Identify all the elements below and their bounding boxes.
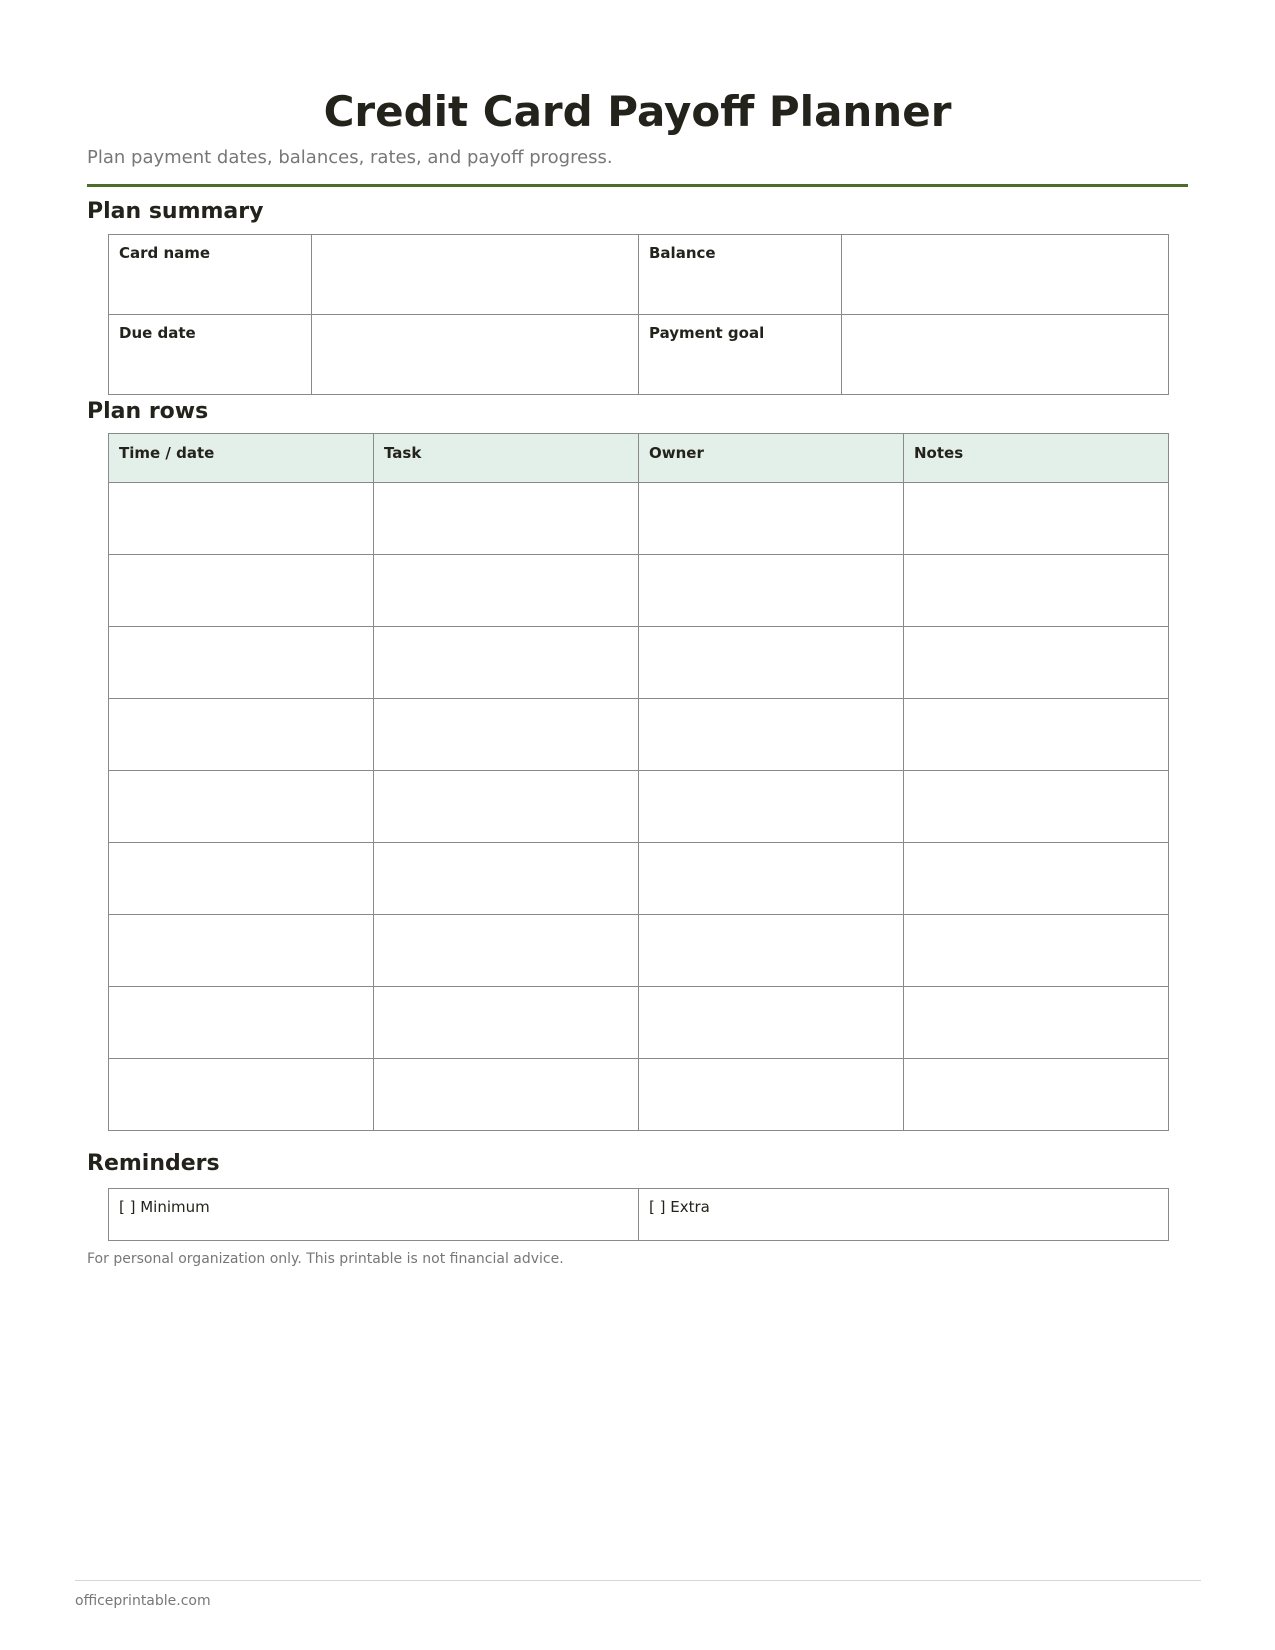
cell-notes[interactable] (904, 843, 1169, 915)
cell-owner[interactable] (639, 1059, 904, 1131)
cell-time-date[interactable] (109, 771, 374, 843)
column-header-owner: Owner (639, 434, 904, 483)
reminders-row (109, 1189, 1169, 1241)
cell-notes[interactable] (904, 483, 1169, 555)
table-row (109, 555, 1169, 627)
plan-summary-table (108, 234, 1169, 395)
cell-task[interactable] (374, 915, 639, 987)
plan-rows-heading: Plan rows (87, 399, 209, 424)
cell-owner[interactable] (639, 627, 904, 699)
cell-time-date[interactable] (109, 483, 374, 555)
reminder-extra[interactable]: [ ] Extra (639, 1189, 1169, 1241)
cell-owner[interactable] (639, 555, 904, 627)
payment-goal-field[interactable] (842, 315, 1169, 395)
cell-notes[interactable] (904, 771, 1169, 843)
cell-notes[interactable] (904, 555, 1169, 627)
page-subtitle: Plan payment dates, balances, rates, and payoff progress. (87, 147, 613, 168)
reminders-table (108, 1188, 1169, 1241)
cell-notes[interactable] (904, 915, 1169, 987)
due-date-label: Due date (109, 315, 312, 395)
column-header-notes: Notes (904, 434, 1169, 483)
cell-notes[interactable] (904, 699, 1169, 771)
plan-summary-heading: Plan summary (87, 199, 264, 224)
plan-rows-body (109, 483, 1169, 1131)
cell-task[interactable] (374, 627, 639, 699)
reminder-minimum[interactable]: [ ] Minimum (109, 1189, 639, 1241)
cell-task[interactable] (374, 483, 639, 555)
cell-task[interactable] (374, 1059, 639, 1131)
cell-task[interactable] (374, 843, 639, 915)
table-row (109, 627, 1169, 699)
cell-owner[interactable] (639, 699, 904, 771)
cell-task[interactable] (374, 699, 639, 771)
disclaimer: For personal organization only. This printable is not financial advice. (87, 1251, 564, 1267)
cell-time-date[interactable] (109, 699, 374, 771)
cell-time-date[interactable] (109, 915, 374, 987)
cell-notes[interactable] (904, 987, 1169, 1059)
plan-rows-header (109, 434, 1169, 483)
column-header-time-date: Time / date (109, 434, 374, 483)
card-name-label: Card name (109, 235, 312, 315)
table-row (109, 1059, 1169, 1131)
balance-field[interactable] (842, 235, 1169, 315)
cell-owner[interactable] (639, 843, 904, 915)
cell-notes[interactable] (904, 627, 1169, 699)
card-name-field[interactable] (312, 235, 639, 315)
reminders-heading: Reminders (87, 1151, 220, 1176)
page-title: Credit Card Payoff Planner (323, 87, 952, 136)
balance-label: Balance (639, 235, 842, 315)
title-divider (87, 184, 1188, 187)
footer-divider (75, 1580, 1201, 1581)
table-row (109, 915, 1169, 987)
table-row (109, 843, 1169, 915)
cell-owner[interactable] (639, 987, 904, 1059)
table-row (109, 483, 1169, 555)
cell-task[interactable] (374, 771, 639, 843)
due-date-field[interactable] (312, 315, 639, 395)
cell-owner[interactable] (639, 483, 904, 555)
cell-owner[interactable] (639, 771, 904, 843)
summary-row (109, 235, 1169, 315)
cell-task[interactable] (374, 555, 639, 627)
cell-owner[interactable] (639, 915, 904, 987)
footer-site: officeprintable.com (75, 1593, 211, 1609)
table-row (109, 771, 1169, 843)
table-row (109, 699, 1169, 771)
cell-time-date[interactable] (109, 843, 374, 915)
cell-time-date[interactable] (109, 1059, 374, 1131)
column-header-task: Task (374, 434, 639, 483)
cell-time-date[interactable] (109, 987, 374, 1059)
table-row (109, 987, 1169, 1059)
payment-goal-label: Payment goal (639, 315, 842, 395)
plan-rows-table (108, 433, 1169, 1131)
cell-notes[interactable] (904, 1059, 1169, 1131)
summary-row (109, 315, 1169, 395)
cell-task[interactable] (374, 987, 639, 1059)
cell-time-date[interactable] (109, 555, 374, 627)
cell-time-date[interactable] (109, 627, 374, 699)
